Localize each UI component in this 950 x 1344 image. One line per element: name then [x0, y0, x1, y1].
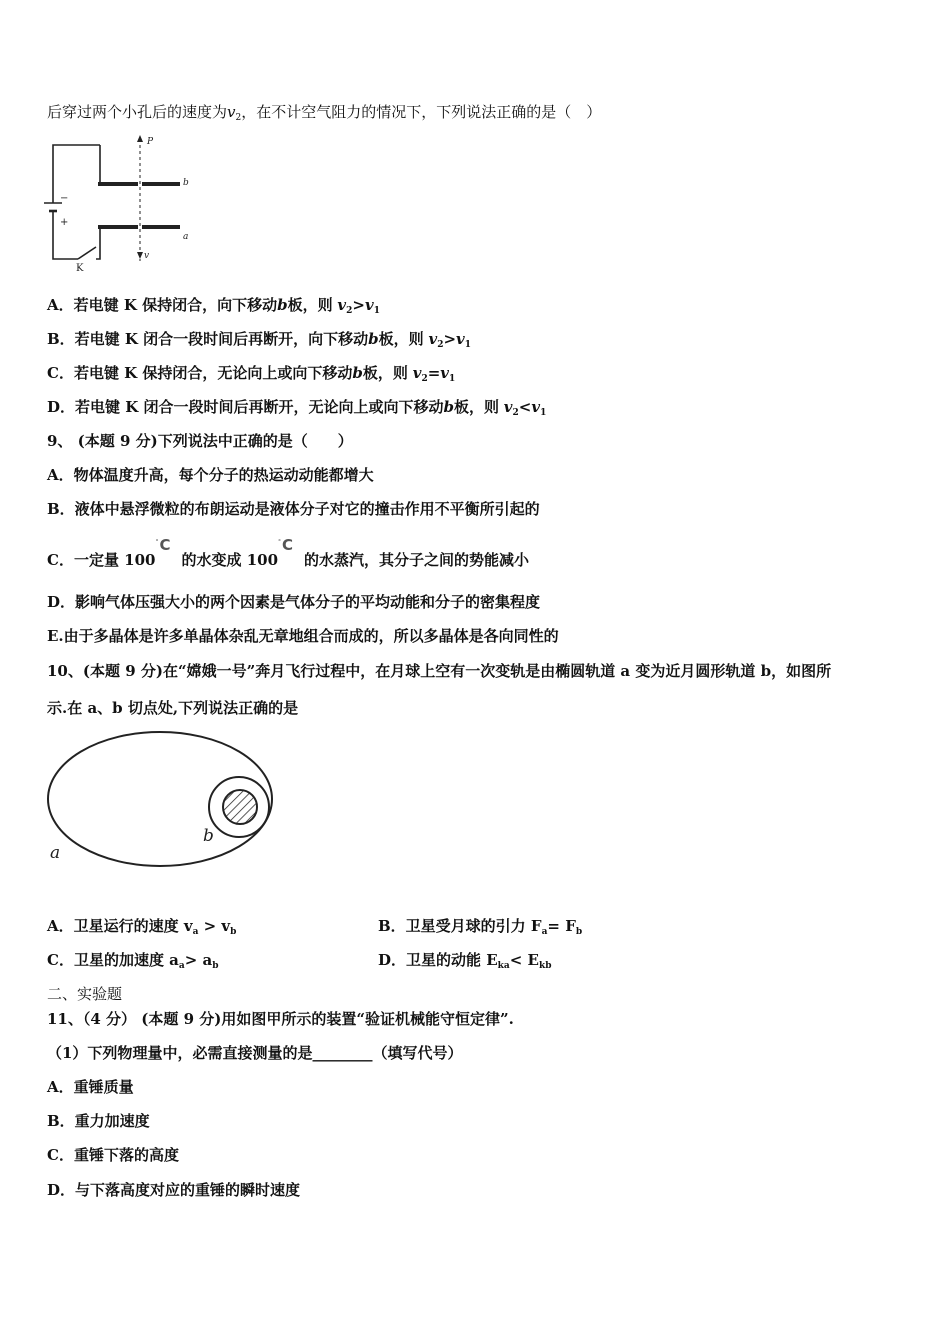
q11-stem: 11、（4 分） (本题 9 分)用如图甲所示的装置“验证机械能守恒定律”. — [47, 1010, 514, 1028]
q9-c-part3: 的水蒸汽，其分子之间的势能减小 — [304, 551, 530, 569]
q10-option-d: D．卫星的动能 $E_{ka}< E_{kb}$ — [378, 951, 552, 971]
q10-option-c: C．卫星的加速度 $a_a> a_b$ — [47, 951, 219, 971]
q8-b-post: 板，则 — [378, 330, 424, 348]
q8-c-pre: C．若电键 K 保持闭合，无论向上或向下移动 — [47, 364, 353, 382]
q11-option-c: C．重锤下落的高度 — [47, 1146, 179, 1164]
intro-v: v — [227, 103, 236, 121]
q9-option-e: E.由于多晶体是许多单晶体杂乱无章地组合而成的，所以多晶体是各向同性的 — [47, 627, 559, 645]
intro-v-sub: 2 — [235, 113, 242, 123]
label-plus: + — [60, 217, 69, 228]
q10-option-a: A．卫星运行的速度 $v_a > v_b$ — [47, 917, 237, 937]
capacitor-circuit-figure — [40, 133, 200, 275]
q8-d-b: b — [443, 398, 454, 416]
label-a: a — [183, 232, 189, 242]
q9-option-b: B．液体中悬浮微粒的布朗运动是液体分子对它的撞击作用不平衡所引起的 — [47, 500, 540, 518]
q8-c-b: b — [352, 364, 363, 382]
q8-b-pre: B．若电键 K 闭合一段时间后再断开，向下移动 — [47, 330, 369, 348]
label-k: K — [76, 263, 84, 274]
degree-symbol: ° C — [155, 536, 171, 554]
q8-option-a: A．若电键 K 保持闭合，向下移动b板，则 $v_2>v_1$ — [47, 296, 380, 316]
q8-option-b: B．若电键 K 闭合一段时间后再断开，向下移动b板，则 $v_2>v_1$ — [47, 330, 472, 350]
label-minus: − — [60, 193, 69, 204]
q10-option-b: B．卫星受月球的引力 $F_a= F_b$ — [378, 917, 583, 937]
orbit-figure — [40, 722, 280, 872]
q9-option-a: A．物体温度升高，每个分子的热运动动能都增大 — [47, 466, 374, 484]
q8-d-post: 板，则 — [454, 398, 500, 416]
q9-stem: 9、 (本题 9 分)下列说法中正确的是（ ） — [47, 432, 353, 450]
label-v: v — [144, 251, 150, 261]
q9-c-part2: 的水变成 100 — [181, 551, 279, 569]
q8-d-pre: D．若电键 K 闭合一段时间后再断开，无论向上或向下移动 — [47, 398, 444, 416]
q11-sub1: （1）下列物理量中，必需直接测量的是________（填写代号） — [47, 1044, 463, 1062]
q11-option-d: D．与下落高度对应的重锤的瞬时速度 — [47, 1181, 301, 1199]
degree-symbol: ° C — [278, 536, 294, 554]
q8-a-post: 板，则 — [287, 296, 333, 314]
q9-option-d: D．影响气体压强大小的两个因素是气体分子的平均动能和分子的密集程度 — [47, 593, 541, 611]
q11-option-b: B．重力加速度 — [47, 1112, 150, 1130]
q8-a-b: b — [277, 296, 288, 314]
section-heading: 二、实验题 — [47, 985, 123, 1003]
intro-text: 后穿过两个小孔后的速度为 — [47, 103, 228, 121]
q8-a-pre: A．若电键 K 保持闭合，向下移动 — [47, 296, 278, 314]
q10-stem-line2: 示.在 a、b 切点处,下列说法正确的是 — [47, 699, 299, 717]
q8-b-b: b — [368, 330, 379, 348]
label-p: P — [147, 137, 154, 147]
intro-line — [47, 102, 601, 128]
q9-c-part1: C．一定量 100 — [47, 551, 156, 569]
q8-c-post: 板，则 — [362, 364, 408, 382]
q8-option-d: D．若电键 K 闭合一段时间后再断开，无论向上或向下移动b板，则 $v_2<v_1$ — [47, 398, 547, 418]
q8-option-c: C．若电键 K 保持闭合，无论向上或向下移动b板，则 $v_2=v_1$ — [47, 364, 456, 384]
intro-rest: ，在不计空气阻力的情况下，下列说法正确的是（ ） — [241, 103, 602, 121]
orbit-label-b: b — [203, 826, 214, 846]
q9-option-c — [47, 536, 530, 570]
label-b: b — [183, 178, 189, 188]
orbit-label-a: a — [50, 843, 61, 863]
q10-stem-line1: 10、(本题 9 分)在“嫦娥一号”奔月飞行过程中，在月球上空有一次变轨是由椭圆轨道 a 变为近月圆形轨道 b，如图所 — [47, 662, 832, 680]
q11-option-a: A．重锤质量 — [47, 1078, 134, 1096]
